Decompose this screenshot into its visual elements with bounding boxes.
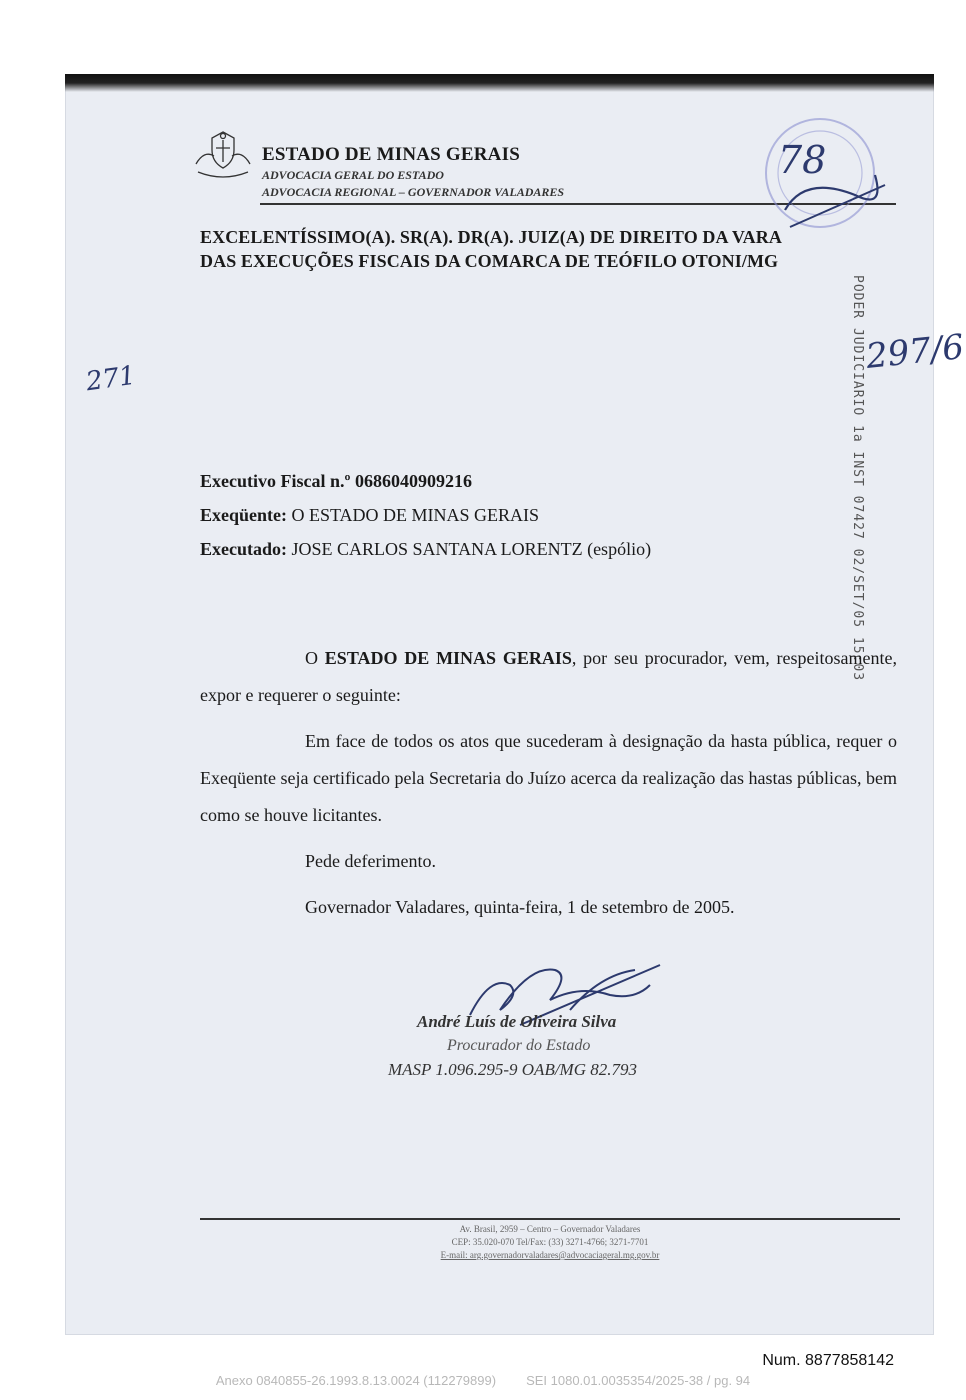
handwritten-folio-right: 297/6 (864, 326, 966, 378)
exequente-label: Exeqüente: (200, 505, 287, 525)
coat-of-arms-icon (192, 128, 254, 184)
addressee-line-2: DAS EXECUÇÕES FISCAIS DA COMARCA DE TEÓFILO OTONI/MG (200, 251, 779, 271)
footer-address: Av. Brasil, 2959 – Centro – Governador Valadares (459, 1224, 641, 1234)
state-name: ESTADO DE MINAS GERAIS (262, 144, 520, 165)
exequente-value: O ESTADO DE MINAS GERAIS (291, 505, 540, 525)
addressee-line-1: EXCELENTÍSSIMO(A). SR(A). DR(A). JUIZ(A) DE DIREITO DA VARA (200, 227, 782, 247)
signer-name: André Luís de Oliveira Silva (417, 1012, 617, 1031)
agency-name: ADVOCACIA GERAL DO ESTADO (262, 168, 444, 182)
paragraph-4: Governador Valadares, quinta-feira, 1 de setembro de 2005. (305, 897, 735, 917)
paragraph-2: Em face de todos os atos que sucederam à designação da hasta pública, requer o Exeqüente seja certificado pela Secretaria do Juízo acerca da realização das hastas públicas, bem como se houve licitantes. (200, 731, 897, 825)
footer-email: E-mail: arg.governadorvaladares@advocaciageral.mg.gov.br (440, 1250, 660, 1260)
sei-reference: SEI 1080.01.0035354/2025-38 / pg. 94 (526, 1373, 751, 1388)
handwritten-folio-top: 78 (778, 138, 827, 182)
petition-body (200, 640, 897, 935)
case-fields (200, 464, 651, 566)
executado-value: JOSE CARLOS SANTANA LORENTZ (espólio) (291, 539, 652, 559)
p1-party: ESTADO DE MINAS GERAIS (324, 648, 572, 668)
executivo-label: Executivo Fiscal n.º (200, 471, 351, 491)
footer-divider (200, 1218, 900, 1220)
executivo-row (200, 464, 651, 498)
signer-role: Procurador do Estado (447, 1037, 591, 1054)
handwritten-folio-left: 271 (84, 360, 138, 398)
vertical-protocol-stamp: PODER JUDICIARIO 1a INST 07427 02/SET/05 15:03 (850, 275, 865, 682)
p1-prefix: O (305, 648, 318, 668)
paragraph-1 (200, 640, 897, 714)
exequente-row (200, 498, 651, 532)
footer-phone: CEP: 35.020-070 Tel/Fax: (33) 3271-4766; 3271-7701 (451, 1237, 649, 1247)
scan-top-edge (65, 74, 934, 92)
regional-office: ADVOCACIA REGIONAL – GOVERNADOR VALADARES (262, 185, 565, 199)
executado-row (200, 532, 651, 566)
executado-label: Executado: (200, 539, 287, 559)
executivo-number: 0686040909216 (354, 471, 472, 491)
p1-rest: , por seu procurador, vem, respeitosamente, expor e requerer o seguinte: (200, 648, 898, 705)
paragraph-3: Pede deferimento. (305, 851, 436, 871)
document-number: Num. 8877858142 (762, 1352, 894, 1369)
signer-registration: MASP 1.096.295-9 OAB/MG 82.793 (388, 1060, 637, 1079)
annex-reference (0, 1373, 966, 1388)
annex-id: Anexo 0840855-26.1993.8.13.0024 (112279899) (215, 1373, 497, 1388)
